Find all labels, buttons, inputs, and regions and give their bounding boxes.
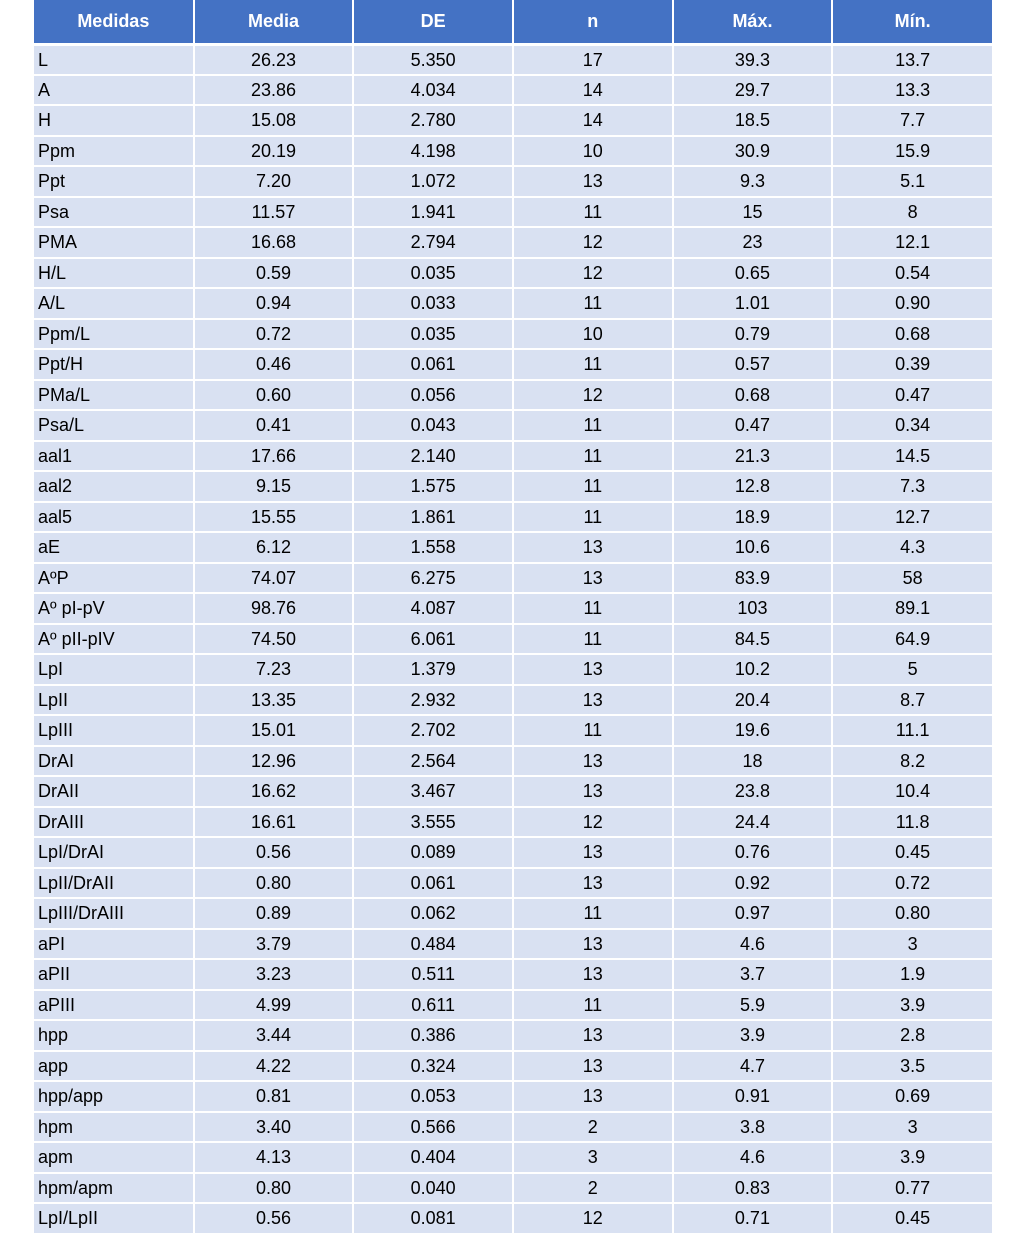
cell-max: 83.9 bbox=[673, 563, 833, 594]
header-media: Media bbox=[194, 0, 354, 44]
cell-medida: A/L bbox=[34, 288, 194, 319]
cell-medida: Ppt bbox=[34, 166, 194, 197]
cell-min: 2.8 bbox=[832, 1020, 992, 1051]
cell-max: 5.9 bbox=[673, 990, 833, 1021]
cell-max: 0.47 bbox=[673, 410, 833, 441]
cell-media: 15.55 bbox=[194, 502, 354, 533]
table-row bbox=[34, 990, 992, 1021]
cell-max: 3.7 bbox=[673, 959, 833, 990]
cell-de: 0.324 bbox=[353, 1051, 513, 1082]
cell-n: 10 bbox=[513, 136, 673, 167]
cell-n: 12 bbox=[513, 1203, 673, 1234]
cell-n: 11 bbox=[513, 898, 673, 929]
cell-min: 0.39 bbox=[832, 349, 992, 380]
table-row bbox=[34, 349, 992, 380]
cell-de: 5.350 bbox=[353, 44, 513, 75]
cell-min: 0.69 bbox=[832, 1081, 992, 1112]
table-row bbox=[34, 868, 992, 899]
cell-media: 4.22 bbox=[194, 1051, 354, 1082]
cell-de: 3.467 bbox=[353, 776, 513, 807]
cell-min: 58 bbox=[832, 563, 992, 594]
cell-de: 1.861 bbox=[353, 502, 513, 533]
cell-de: 0.089 bbox=[353, 837, 513, 868]
cell-de: 0.511 bbox=[353, 959, 513, 990]
cell-min: 15.9 bbox=[832, 136, 992, 167]
cell-max: 18 bbox=[673, 746, 833, 777]
header-de: DE bbox=[353, 0, 513, 44]
table-row bbox=[34, 837, 992, 868]
table-row bbox=[34, 563, 992, 594]
cell-min: 0.80 bbox=[832, 898, 992, 929]
cell-medida: Ppm/L bbox=[34, 319, 194, 350]
cell-max: 19.6 bbox=[673, 715, 833, 746]
cell-min: 11.1 bbox=[832, 715, 992, 746]
cell-medida: aal1 bbox=[34, 441, 194, 472]
cell-n: 3 bbox=[513, 1142, 673, 1173]
table-row bbox=[34, 532, 992, 563]
cell-medida: LpI/DrAI bbox=[34, 837, 194, 868]
cell-min: 4.3 bbox=[832, 532, 992, 563]
cell-min: 0.54 bbox=[832, 258, 992, 289]
cell-de: 0.566 bbox=[353, 1112, 513, 1143]
cell-n: 12 bbox=[513, 227, 673, 258]
cell-max: 30.9 bbox=[673, 136, 833, 167]
cell-medida: LpIII/DrAIII bbox=[34, 898, 194, 929]
cell-de: 0.035 bbox=[353, 258, 513, 289]
cell-media: 0.89 bbox=[194, 898, 354, 929]
cell-medida: LpI bbox=[34, 654, 194, 685]
cell-min: 0.72 bbox=[832, 868, 992, 899]
cell-medida: Psa/L bbox=[34, 410, 194, 441]
cell-de: 0.043 bbox=[353, 410, 513, 441]
table-row bbox=[34, 807, 992, 838]
cell-max: 39.3 bbox=[673, 44, 833, 75]
cell-de: 2.564 bbox=[353, 746, 513, 777]
cell-media: 0.41 bbox=[194, 410, 354, 441]
cell-media: 4.13 bbox=[194, 1142, 354, 1173]
cell-n: 11 bbox=[513, 349, 673, 380]
cell-de: 2.794 bbox=[353, 227, 513, 258]
cell-max: 0.65 bbox=[673, 258, 833, 289]
cell-min: 0.47 bbox=[832, 380, 992, 411]
cell-n: 11 bbox=[513, 990, 673, 1021]
cell-n: 13 bbox=[513, 532, 673, 563]
cell-de: 0.611 bbox=[353, 990, 513, 1021]
cell-media: 16.61 bbox=[194, 807, 354, 838]
cell-n: 11 bbox=[513, 593, 673, 624]
cell-de: 4.198 bbox=[353, 136, 513, 167]
table-row bbox=[34, 1112, 992, 1143]
cell-de: 2.702 bbox=[353, 715, 513, 746]
cell-n: 13 bbox=[513, 746, 673, 777]
cell-media: 16.62 bbox=[194, 776, 354, 807]
cell-min: 0.90 bbox=[832, 288, 992, 319]
cell-media: 0.59 bbox=[194, 258, 354, 289]
cell-medida: Aº pII-pIV bbox=[34, 624, 194, 655]
cell-n: 2 bbox=[513, 1173, 673, 1204]
cell-media: 11.57 bbox=[194, 197, 354, 228]
cell-media: 6.12 bbox=[194, 532, 354, 563]
header-medidas: Medidas bbox=[34, 0, 194, 44]
cell-media: 74.07 bbox=[194, 563, 354, 594]
cell-medida: hpp bbox=[34, 1020, 194, 1051]
table-row bbox=[34, 441, 992, 472]
table-row bbox=[34, 1051, 992, 1082]
cell-media: 17.66 bbox=[194, 441, 354, 472]
cell-max: 4.6 bbox=[673, 929, 833, 960]
cell-media: 0.46 bbox=[194, 349, 354, 380]
cell-de: 2.140 bbox=[353, 441, 513, 472]
table-row bbox=[34, 929, 992, 960]
table-row bbox=[34, 898, 992, 929]
table-row bbox=[34, 1173, 992, 1204]
cell-min: 8.2 bbox=[832, 746, 992, 777]
table-row bbox=[34, 197, 992, 228]
cell-max: 84.5 bbox=[673, 624, 833, 655]
table-row bbox=[34, 776, 992, 807]
cell-de: 0.061 bbox=[353, 349, 513, 380]
cell-media: 98.76 bbox=[194, 593, 354, 624]
table-row bbox=[34, 502, 992, 533]
cell-n: 12 bbox=[513, 807, 673, 838]
cell-medida: H/L bbox=[34, 258, 194, 289]
cell-n: 11 bbox=[513, 441, 673, 472]
cell-media: 0.94 bbox=[194, 288, 354, 319]
cell-media: 0.72 bbox=[194, 319, 354, 350]
table-row bbox=[34, 288, 992, 319]
cell-medida: aPII bbox=[34, 959, 194, 990]
measurements-table bbox=[34, 0, 992, 1235]
cell-max: 23.8 bbox=[673, 776, 833, 807]
cell-medida: aal2 bbox=[34, 471, 194, 502]
cell-n: 13 bbox=[513, 1081, 673, 1112]
cell-min: 3.9 bbox=[832, 990, 992, 1021]
cell-medida: H bbox=[34, 105, 194, 136]
cell-de: 6.275 bbox=[353, 563, 513, 594]
cell-media: 13.35 bbox=[194, 685, 354, 716]
table-row bbox=[34, 1020, 992, 1051]
table-row bbox=[34, 410, 992, 441]
cell-min: 12.7 bbox=[832, 502, 992, 533]
cell-medida: PMA bbox=[34, 227, 194, 258]
cell-min: 11.8 bbox=[832, 807, 992, 838]
cell-de: 0.035 bbox=[353, 319, 513, 350]
cell-min: 13.7 bbox=[832, 44, 992, 75]
cell-min: 5.1 bbox=[832, 166, 992, 197]
header-max: Máx. bbox=[673, 0, 833, 44]
cell-medida: hpm bbox=[34, 1112, 194, 1143]
cell-max: 29.7 bbox=[673, 75, 833, 106]
cell-de: 0.056 bbox=[353, 380, 513, 411]
cell-min: 0.34 bbox=[832, 410, 992, 441]
cell-medida: LpIII bbox=[34, 715, 194, 746]
cell-medida: L bbox=[34, 44, 194, 75]
table-row bbox=[34, 136, 992, 167]
cell-medida: PMa/L bbox=[34, 380, 194, 411]
cell-n: 13 bbox=[513, 1020, 673, 1051]
cell-de: 0.386 bbox=[353, 1020, 513, 1051]
cell-media: 15.08 bbox=[194, 105, 354, 136]
cell-media: 12.96 bbox=[194, 746, 354, 777]
cell-min: 5 bbox=[832, 654, 992, 685]
cell-media: 3.79 bbox=[194, 929, 354, 960]
cell-max: 0.91 bbox=[673, 1081, 833, 1112]
cell-max: 0.71 bbox=[673, 1203, 833, 1234]
cell-max: 18.5 bbox=[673, 105, 833, 136]
cell-min: 3 bbox=[832, 929, 992, 960]
table-row bbox=[34, 685, 992, 716]
cell-max: 3.8 bbox=[673, 1112, 833, 1143]
cell-medida: app bbox=[34, 1051, 194, 1082]
cell-n: 11 bbox=[513, 624, 673, 655]
cell-medida: Ppm bbox=[34, 136, 194, 167]
table-row bbox=[34, 319, 992, 350]
cell-media: 15.01 bbox=[194, 715, 354, 746]
cell-max: 15 bbox=[673, 197, 833, 228]
cell-media: 4.99 bbox=[194, 990, 354, 1021]
cell-medida: apm bbox=[34, 1142, 194, 1173]
cell-n: 12 bbox=[513, 258, 673, 289]
cell-media: 7.23 bbox=[194, 654, 354, 685]
cell-media: 3.40 bbox=[194, 1112, 354, 1143]
cell-max: 9.3 bbox=[673, 166, 833, 197]
cell-media: 0.80 bbox=[194, 1173, 354, 1204]
cell-n: 11 bbox=[513, 471, 673, 502]
cell-media: 9.15 bbox=[194, 471, 354, 502]
cell-n: 14 bbox=[513, 75, 673, 106]
cell-max: 23 bbox=[673, 227, 833, 258]
cell-de: 2.932 bbox=[353, 685, 513, 716]
cell-max: 18.9 bbox=[673, 502, 833, 533]
cell-n: 11 bbox=[513, 288, 673, 319]
cell-de: 1.558 bbox=[353, 532, 513, 563]
cell-de: 0.033 bbox=[353, 288, 513, 319]
header-n: n bbox=[513, 0, 673, 44]
cell-max: 0.68 bbox=[673, 380, 833, 411]
cell-medida: AºP bbox=[34, 563, 194, 594]
cell-max: 20.4 bbox=[673, 685, 833, 716]
cell-de: 6.061 bbox=[353, 624, 513, 655]
cell-min: 7.3 bbox=[832, 471, 992, 502]
cell-max: 21.3 bbox=[673, 441, 833, 472]
cell-medida: LpII/DrAII bbox=[34, 868, 194, 899]
cell-min: 1.9 bbox=[832, 959, 992, 990]
cell-n: 13 bbox=[513, 166, 673, 197]
cell-n: 10 bbox=[513, 319, 673, 350]
cell-media: 0.81 bbox=[194, 1081, 354, 1112]
table-row bbox=[34, 471, 992, 502]
cell-max: 0.83 bbox=[673, 1173, 833, 1204]
table-row bbox=[34, 258, 992, 289]
table-header bbox=[34, 0, 992, 44]
cell-min: 3 bbox=[832, 1112, 992, 1143]
cell-min: 64.9 bbox=[832, 624, 992, 655]
cell-n: 13 bbox=[513, 959, 673, 990]
cell-max: 12.8 bbox=[673, 471, 833, 502]
cell-min: 8.7 bbox=[832, 685, 992, 716]
cell-medida: hpm/apm bbox=[34, 1173, 194, 1204]
cell-medida: Aº pI-pV bbox=[34, 593, 194, 624]
cell-media: 0.56 bbox=[194, 837, 354, 868]
cell-medida: aal5 bbox=[34, 502, 194, 533]
cell-medida: DrAII bbox=[34, 776, 194, 807]
cell-medida: LpII bbox=[34, 685, 194, 716]
cell-n: 13 bbox=[513, 929, 673, 960]
cell-medida: Ppt/H bbox=[34, 349, 194, 380]
cell-n: 14 bbox=[513, 105, 673, 136]
cell-media: 0.60 bbox=[194, 380, 354, 411]
cell-n: 2 bbox=[513, 1112, 673, 1143]
cell-de: 0.053 bbox=[353, 1081, 513, 1112]
cell-min: 89.1 bbox=[832, 593, 992, 624]
cell-de: 1.575 bbox=[353, 471, 513, 502]
cell-max: 103 bbox=[673, 593, 833, 624]
cell-min: 0.68 bbox=[832, 319, 992, 350]
cell-max: 0.76 bbox=[673, 837, 833, 868]
cell-max: 0.57 bbox=[673, 349, 833, 380]
cell-n: 13 bbox=[513, 776, 673, 807]
cell-medida: LpI/LpII bbox=[34, 1203, 194, 1234]
cell-n: 13 bbox=[513, 654, 673, 685]
cell-min: 10.4 bbox=[832, 776, 992, 807]
header-row bbox=[34, 0, 992, 44]
cell-medida: Psa bbox=[34, 197, 194, 228]
cell-de: 1.941 bbox=[353, 197, 513, 228]
table-row bbox=[34, 1081, 992, 1112]
cell-media: 7.20 bbox=[194, 166, 354, 197]
table-row bbox=[34, 715, 992, 746]
table-row bbox=[34, 654, 992, 685]
cell-n: 12 bbox=[513, 380, 673, 411]
cell-de: 2.780 bbox=[353, 105, 513, 136]
cell-media: 3.23 bbox=[194, 959, 354, 990]
cell-n: 11 bbox=[513, 197, 673, 228]
cell-max: 4.7 bbox=[673, 1051, 833, 1082]
cell-min: 14.5 bbox=[832, 441, 992, 472]
cell-de: 1.379 bbox=[353, 654, 513, 685]
cell-n: 13 bbox=[513, 868, 673, 899]
cell-max: 1.01 bbox=[673, 288, 833, 319]
cell-min: 0.77 bbox=[832, 1173, 992, 1204]
cell-media: 20.19 bbox=[194, 136, 354, 167]
cell-media: 23.86 bbox=[194, 75, 354, 106]
table-row bbox=[34, 166, 992, 197]
cell-de: 0.061 bbox=[353, 868, 513, 899]
cell-min: 3.5 bbox=[832, 1051, 992, 1082]
cell-n: 11 bbox=[513, 502, 673, 533]
cell-media: 0.80 bbox=[194, 868, 354, 899]
table-row bbox=[34, 624, 992, 655]
table-row bbox=[34, 105, 992, 136]
cell-n: 17 bbox=[513, 44, 673, 75]
cell-media: 16.68 bbox=[194, 227, 354, 258]
cell-max: 3.9 bbox=[673, 1020, 833, 1051]
cell-de: 0.062 bbox=[353, 898, 513, 929]
cell-n: 13 bbox=[513, 685, 673, 716]
cell-max: 0.79 bbox=[673, 319, 833, 350]
cell-min: 3.9 bbox=[832, 1142, 992, 1173]
cell-de: 4.034 bbox=[353, 75, 513, 106]
cell-n: 13 bbox=[513, 1051, 673, 1082]
cell-medida: aPI bbox=[34, 929, 194, 960]
cell-medida: A bbox=[34, 75, 194, 106]
cell-de: 4.087 bbox=[353, 593, 513, 624]
cell-medida: hpp/app bbox=[34, 1081, 194, 1112]
table-body bbox=[34, 44, 992, 1234]
cell-min: 0.45 bbox=[832, 1203, 992, 1234]
table-row bbox=[34, 227, 992, 258]
cell-de: 0.040 bbox=[353, 1173, 513, 1204]
cell-medida: aE bbox=[34, 532, 194, 563]
cell-max: 24.4 bbox=[673, 807, 833, 838]
table-row bbox=[34, 44, 992, 75]
cell-de: 0.081 bbox=[353, 1203, 513, 1234]
cell-de: 1.072 bbox=[353, 166, 513, 197]
cell-de: 3.555 bbox=[353, 807, 513, 838]
cell-media: 26.23 bbox=[194, 44, 354, 75]
cell-de: 0.484 bbox=[353, 929, 513, 960]
table-row bbox=[34, 75, 992, 106]
cell-max: 0.92 bbox=[673, 868, 833, 899]
cell-medida: DrAI bbox=[34, 746, 194, 777]
table-row bbox=[34, 1142, 992, 1173]
cell-media: 0.56 bbox=[194, 1203, 354, 1234]
table-row bbox=[34, 380, 992, 411]
cell-max: 10.2 bbox=[673, 654, 833, 685]
cell-n: 13 bbox=[513, 563, 673, 594]
cell-min: 0.45 bbox=[832, 837, 992, 868]
cell-max: 4.6 bbox=[673, 1142, 833, 1173]
table-row bbox=[34, 1203, 992, 1234]
table-row bbox=[34, 746, 992, 777]
table-row bbox=[34, 959, 992, 990]
cell-n: 13 bbox=[513, 837, 673, 868]
cell-medida: DrAIII bbox=[34, 807, 194, 838]
header-min: Mín. bbox=[832, 0, 992, 44]
cell-min: 13.3 bbox=[832, 75, 992, 106]
cell-de: 0.404 bbox=[353, 1142, 513, 1173]
cell-max: 0.97 bbox=[673, 898, 833, 929]
cell-media: 3.44 bbox=[194, 1020, 354, 1051]
cell-medida: aPIII bbox=[34, 990, 194, 1021]
cell-min: 12.1 bbox=[832, 227, 992, 258]
cell-max: 10.6 bbox=[673, 532, 833, 563]
cell-media: 74.50 bbox=[194, 624, 354, 655]
cell-n: 11 bbox=[513, 715, 673, 746]
cell-min: 8 bbox=[832, 197, 992, 228]
cell-min: 7.7 bbox=[832, 105, 992, 136]
table-row bbox=[34, 593, 992, 624]
cell-n: 11 bbox=[513, 410, 673, 441]
